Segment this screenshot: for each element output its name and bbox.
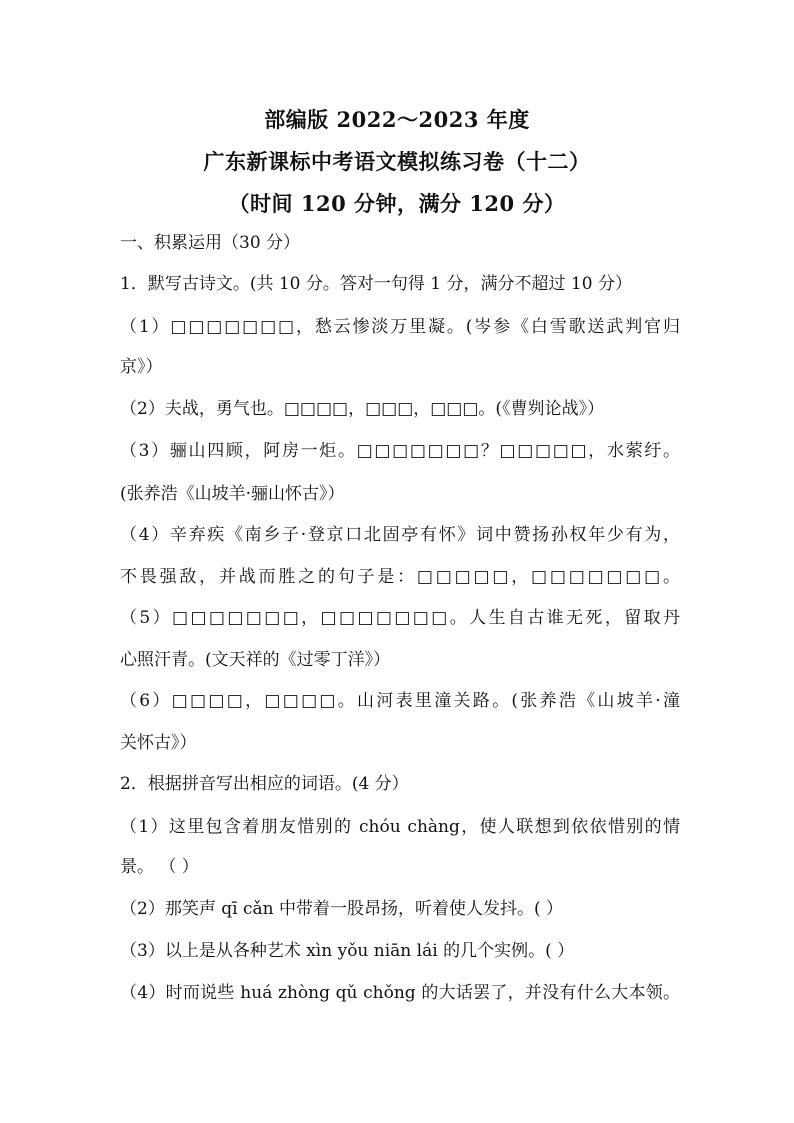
question-2-part-2: （2）那笑声 qī cǎn 中带着一股昂扬，听着使人发抖。( ）: [120, 899, 563, 919]
question-1-part-5-cont: 心照汗青。(文天祥的《过零丁洋》）: [120, 650, 391, 670]
question-1-part-1: （1）□□□□□□□，愁云惨淡万里凝。(岑参《白雪歌送武判官归: [120, 317, 680, 337]
question-1-part-4-cont: 不畏强敌，并战而胜之的句子是：□□□□□，□□□□□□□。: [120, 567, 680, 587]
exam-title-line-1: 部编版 2022～2023 年度: [264, 107, 530, 132]
question-2-part-4: （4）时而说些 huá zhòng qǔ chǒng 的大话罢了，并没有什么大本领。: [120, 983, 680, 1003]
question-2-stem: 2．根据拼音写出相应的词语。(4 分）: [120, 774, 409, 794]
question-1-part-3-cont: (张养浩《山坡羊·骊山怀古》）: [120, 484, 345, 504]
question-1-part-4: （4）辛弃疾《南乡子·登京口北固亭有怀》词中赞扬孙权年少有为，: [120, 525, 680, 545]
question-1-part-6-cont: 关怀古》）: [120, 733, 197, 753]
exam-title-line-2: 广东新课标中考语文模拟练习卷（十二）: [203, 149, 591, 174]
question-1-part-1-cont: 京》）: [120, 357, 163, 377]
exam-title-line-3: （时间 120 分钟，满分 120 分）: [228, 191, 566, 216]
question-1-part-6: （6）□□□□，□□□□。山河表里潼关路。(张养浩《山坡羊·潼: [120, 691, 680, 711]
question-2-part-3: （3）以上是从各种艺术 xìn yǒu niān lái 的几个实例。( ）: [120, 941, 575, 961]
question-1-stem: 1．默写古诗文。(共 10 分。答对一句得 1 分，满分不超过 10 分）: [120, 274, 632, 294]
question-1-part-3: （3）骊山四顾，阿房一炬。□□□□□□□？□□□□□，水萦纡。: [120, 441, 680, 461]
question-2-part-1: （1）这里包含着朋友惜别的 chóu chàng，使人联想到依依惜别的情: [120, 817, 680, 837]
question-2-part-1-cont: 景。 （ ）: [120, 857, 199, 877]
question-1-part-2: （2）夫战，勇气也。□□□□，□□□，□□□。(《曹刿论战》）: [120, 399, 605, 419]
question-1-part-5: （5）□□□□□□□，□□□□□□□。人生自古谁无死，留取丹: [120, 608, 680, 628]
section-heading: 一、积累运用（30 分）: [120, 233, 301, 253]
